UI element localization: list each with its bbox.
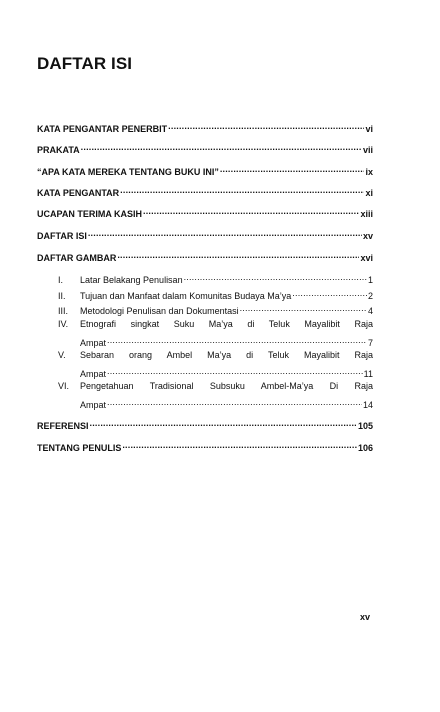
toc-subentry-label: Latar Belakang Penulisan (80, 275, 183, 285)
toc-entry-label: DAFTAR ISI (37, 231, 87, 241)
toc-entry-label: TENTANG PENULIS (37, 443, 122, 453)
dot-leader (122, 440, 357, 451)
dot-leader (168, 121, 364, 132)
toc-entry-apa-kata-mereka[interactable] (37, 164, 373, 178)
toc-subentry-page: 7 (367, 338, 373, 348)
toc-entry-page: xv (362, 231, 373, 241)
toc-entry-label: UCAPAN TERIMA KASIH (37, 209, 142, 219)
toc-subentry-number: I. (58, 275, 64, 285)
toc-entry-page: 106 (357, 443, 373, 453)
toc-subentry-iii[interactable] (58, 303, 373, 317)
toc-entry-page: xi (365, 188, 373, 198)
toc-subentry-v-title: Sebaran orang Ambel Ma’ya di Teluk Mayalibit Raja (80, 350, 373, 360)
page-number: xv (360, 612, 371, 622)
toc-entry-label: KATA PENGANTAR PENERBIT (37, 124, 168, 134)
toc-subentry-iv-title: Etnografi singkat Suku Ma’ya di Teluk Mayalibit Raja (80, 319, 373, 329)
toc-subentry-number: II. (58, 291, 66, 301)
dot-leader (240, 303, 367, 314)
toc-subentry-label: Metodologi Penulisan dan Dokumentasi (80, 306, 239, 316)
toc-subentry-v[interactable] (80, 366, 373, 380)
dot-leader (88, 228, 362, 239)
dot-leader (292, 288, 367, 299)
toc-entry-page: 105 (357, 421, 373, 431)
toc-entry-kata-pengantar[interactable] (37, 185, 373, 199)
dot-leader (220, 164, 365, 175)
dot-leader (81, 142, 362, 153)
dot-leader (90, 418, 357, 429)
dot-leader (120, 185, 364, 196)
toc-entry-daftar-gambar[interactable] (37, 250, 373, 264)
toc-entry-page: vi (365, 124, 373, 134)
toc-subentry-page: 11 (363, 369, 373, 379)
toc-entry-label: “APA KATA MEREKA TENTANG BUKU INI” (37, 167, 219, 177)
toc-entry-referensi[interactable] (37, 418, 373, 432)
toc-subentry-label: Ampat (80, 369, 107, 379)
toc-entry-label: KATA PENGANTAR (37, 188, 120, 198)
dot-leader (143, 206, 359, 217)
toc-subentry-number: IV. (58, 319, 69, 329)
toc-subentry-vi[interactable] (80, 397, 373, 411)
toc-entry-prakata[interactable] (37, 142, 373, 156)
toc-entry-label: REFERENSI (37, 421, 89, 431)
toc-entry-page: vii (362, 145, 373, 155)
toc-subentry-page: 1 (367, 275, 373, 285)
toc-subentry-ii[interactable] (58, 288, 373, 302)
toc-entry-label: PRAKATA (37, 145, 80, 155)
toc-subentry-vi-title: Pengetahuan Tradisional Subsuku Ambel-Ma’ya Di Raja (80, 381, 373, 391)
toc-subentry-page: 4 (367, 306, 373, 316)
toc-entry-daftar-isi[interactable] (37, 228, 373, 242)
dot-leader (107, 366, 363, 377)
toc-subentry-label: Tujuan dan Manfaat dalam Komunitas Budaya Ma’ya (80, 291, 292, 301)
dot-leader (107, 397, 362, 408)
toc-subentry-label: Ampat (80, 338, 107, 348)
page-title: DAFTAR ISI (37, 54, 133, 73)
toc-subentry-page: 14 (362, 400, 373, 410)
toc-entry-kata-pengantar-penerbit[interactable] (37, 121, 373, 135)
toc-subentry-page: 2 (367, 291, 373, 301)
toc-subentry-number: III. (58, 306, 69, 316)
toc-entry-tentang-penulis[interactable] (37, 440, 373, 454)
dot-leader (107, 335, 367, 346)
toc-subentry-label: Ampat (80, 400, 107, 410)
toc-subentry-number: VI. (58, 381, 70, 391)
toc-subentry-number: V. (58, 350, 66, 360)
dot-leader (117, 250, 359, 261)
toc-entry-label: DAFTAR GAMBAR (37, 253, 117, 263)
toc-subentry-iv[interactable] (80, 335, 373, 349)
toc-entry-page: xvi (360, 253, 373, 263)
toc-entry-page: ix (365, 167, 373, 177)
toc-subentry-i[interactable] (58, 272, 373, 286)
toc-entry-page: xiii (360, 209, 373, 219)
dot-leader (184, 272, 367, 283)
toc-entry-ucapan-terima-kasih[interactable] (37, 206, 373, 220)
